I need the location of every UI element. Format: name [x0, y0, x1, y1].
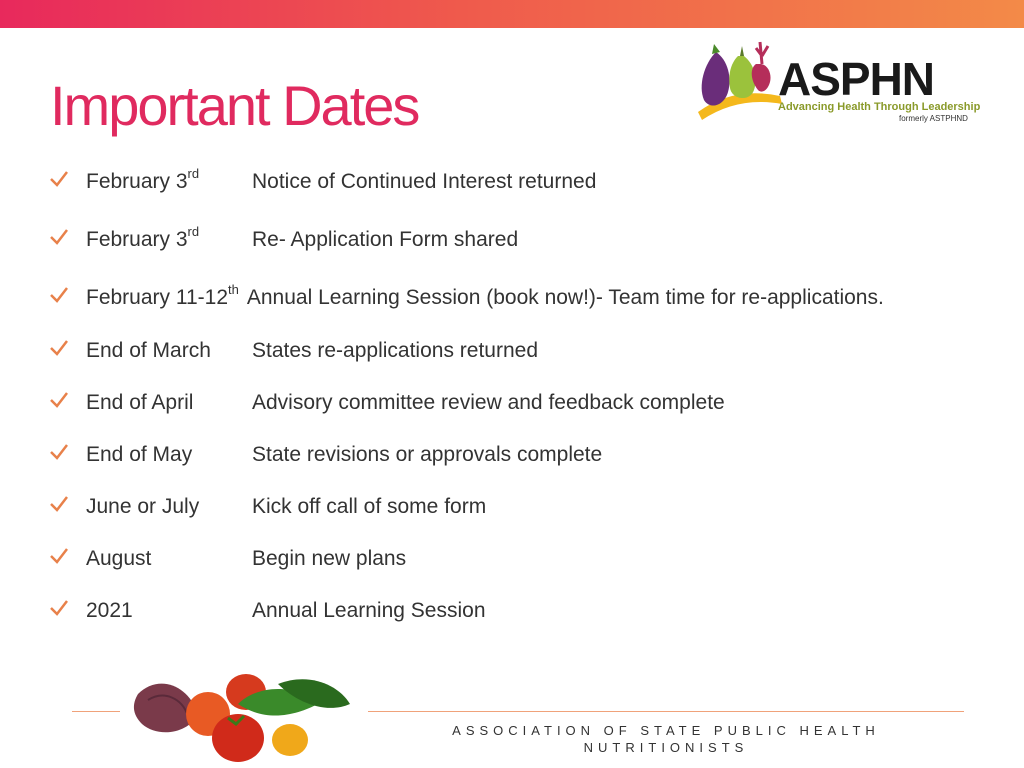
list-item — [48, 599, 1008, 629]
item-description: State revisions or approvals complete — [252, 443, 603, 466]
list-item — [48, 224, 1008, 258]
item-date: 2021 — [86, 599, 133, 622]
vegetables-image — [128, 664, 358, 768]
list-item — [48, 391, 1008, 421]
item-description: Kick off call of some form — [252, 495, 487, 518]
item-date: End of April — [86, 391, 194, 414]
item-description: Begin new plans — [252, 547, 407, 570]
list-item — [48, 166, 1008, 200]
checkmark-icon — [48, 168, 70, 190]
item-date: End of March — [86, 339, 211, 362]
checkmark-icon — [48, 493, 70, 515]
checkmark-icon — [48, 226, 70, 248]
footer-divider-left — [72, 711, 120, 712]
footer-divider-right — [368, 711, 964, 712]
item-description: Annual Learning Session (book now!)- Team time for re-applications. — [246, 286, 884, 309]
list-item — [48, 339, 1008, 369]
checkmark-icon — [48, 545, 70, 567]
item-date: End of May — [86, 443, 193, 466]
item-date: February 11-12th Annual Learning Session (book now!)- Team time for re-applications. — [86, 282, 884, 309]
footer-line-1: ASSOCIATION OF STATE PUBLIC HEALTH — [452, 723, 880, 738]
item-date: February 3rd — [86, 166, 200, 193]
logo-tagline: Advancing Health Through Leadership — [778, 101, 981, 113]
item-description: Re- Application Form shared — [252, 228, 519, 251]
list-item — [48, 547, 1008, 577]
page-title: Important Dates — [50, 74, 419, 137]
footer-organization — [440, 722, 892, 756]
produce-logo-icon — [694, 34, 784, 134]
logo-formerly: formerly ASTPHND — [899, 114, 968, 123]
item-description: States re-applications returned — [252, 339, 538, 362]
list-item — [48, 282, 1008, 316]
checkmark-icon — [48, 284, 70, 306]
list-item — [48, 443, 1008, 473]
item-description: Notice of Continued Interest returned — [252, 170, 597, 193]
item-date: August — [86, 547, 152, 570]
footer-line-2: NUTRITIONISTS — [583, 740, 749, 755]
item-date: June or July — [86, 495, 200, 518]
checkmark-icon — [48, 337, 70, 359]
list-item — [48, 495, 1008, 525]
logo-wordmark: ASPHN — [778, 53, 935, 105]
checkmark-icon — [48, 389, 70, 411]
checkmark-icon — [48, 597, 70, 619]
item-description: Annual Learning Session — [252, 599, 486, 622]
item-date: February 3rd — [86, 224, 200, 251]
item-description: Advisory committee review and feedback complete — [252, 391, 725, 414]
asphn-logo — [694, 34, 994, 134]
checkmark-icon — [48, 441, 70, 463]
top-accent-bar — [0, 0, 1024, 28]
